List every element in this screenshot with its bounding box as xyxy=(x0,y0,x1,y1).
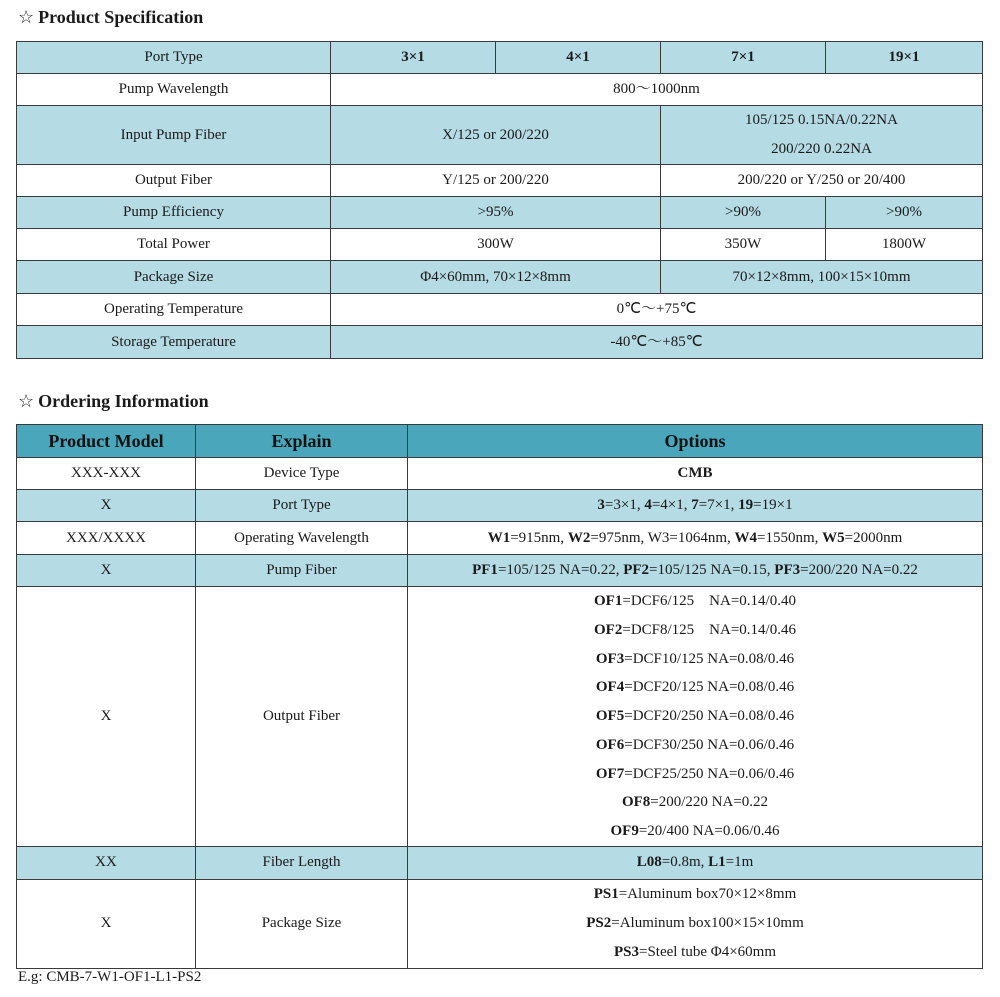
option-line: OF9=20/400 NA=0.06/0.46 xyxy=(610,823,780,839)
spec-row-pump-efficiency xyxy=(17,197,983,229)
options-text: L08=0.8m, L1=1m xyxy=(408,846,983,879)
model-code: X xyxy=(17,555,196,587)
options-text: CMB xyxy=(408,458,983,490)
spec-row-port-type xyxy=(17,42,983,74)
spec-value: >95% xyxy=(331,197,661,229)
spec-row-package-size xyxy=(17,261,983,294)
option-line: OF5=DCF20/250 NA=0.08/0.46 xyxy=(595,708,795,724)
port-type-3x1: 3×1 xyxy=(331,42,496,74)
spec-value: >90% xyxy=(826,197,983,229)
spec-value: X/125 or 200/220 xyxy=(331,106,661,165)
star-icon: ☆ xyxy=(18,7,35,27)
spec-value: 350W xyxy=(661,229,826,261)
spec-label: Port Type xyxy=(17,42,331,74)
option-line: OF7=DCF25/250 NA=0.06/0.46 xyxy=(595,765,795,782)
order-row-operating-wavelength xyxy=(17,522,983,555)
star-icon: ☆ xyxy=(18,391,35,411)
spec-row-pump-wavelength xyxy=(17,74,983,106)
option-line: OF1=DCF6/125 NA=0.14/0.40 xyxy=(594,593,796,609)
option-line: OF2=DCF8/125 NA=0.14/0.46 xyxy=(594,621,796,638)
spec-value: 200/220 or Y/250 or 20/400 xyxy=(661,165,983,197)
spec-label: Storage Temperature xyxy=(17,326,331,359)
spec-label: Pump Efficiency xyxy=(17,197,331,229)
options-list xyxy=(408,587,983,847)
example-code: E.g: CMB-7-W1-OF1-L1-PS2 xyxy=(18,969,202,985)
port-type-19x1: 19×1 xyxy=(826,42,983,74)
spec-row-input-pump-fiber xyxy=(17,106,983,165)
spec-label: Package Size xyxy=(17,261,331,294)
options-text: W1=915nm, W2=975nm, W3=1064nm, W4=1550nm, W5=2000nm xyxy=(408,522,983,555)
explain-text: Operating Wavelength xyxy=(196,522,408,555)
option-line: OF4=DCF20/125 NA=0.08/0.46 xyxy=(595,679,795,696)
port-type-7x1: 7×1 xyxy=(661,42,826,74)
spec-value: 800～1000nm xyxy=(331,74,983,106)
spec-label: Input Pump Fiber xyxy=(17,106,331,165)
spec-value: 70×12×8mm, 100×15×10mm xyxy=(661,261,983,294)
options-list xyxy=(408,879,983,968)
option-line: PS2=Aluminum box100×15×10mm xyxy=(586,915,804,932)
order-title-text: Ordering Information xyxy=(38,391,209,411)
order-row-output-fiber xyxy=(17,587,983,847)
order-header-row xyxy=(17,425,983,458)
spec-label: Total Power xyxy=(17,229,331,261)
spec-title-text: Product Specification xyxy=(38,7,204,27)
option-line: OF6=DCF30/250 NA=0.06/0.46 xyxy=(595,736,795,753)
explain-text: Pump Fiber xyxy=(196,555,408,587)
spec-label: Output Fiber xyxy=(17,165,331,197)
header-explain: Explain xyxy=(196,425,408,458)
option-line: PS1=Aluminum box70×12×8mm xyxy=(593,885,797,902)
header-options: Options xyxy=(408,425,983,458)
options-text: 3=3×1, 4=4×1, 7=7×1, 19=19×1 xyxy=(408,490,983,522)
order-row-fiber-length xyxy=(17,846,983,879)
spec-table xyxy=(16,41,983,359)
explain-text: Output Fiber xyxy=(196,587,408,847)
model-code: X xyxy=(17,879,196,968)
order-row-device-type xyxy=(17,458,983,490)
spec-value: Y/125 or 200/220 xyxy=(331,165,661,197)
spec-value: Φ4×60mm, 70×12×8mm xyxy=(331,261,661,294)
spec-value: 0℃～+75℃ xyxy=(331,294,983,326)
explain-text: Fiber Length xyxy=(196,846,408,879)
spec-row-storage-temperature xyxy=(17,326,983,359)
option-line: PS3=Steel tube Φ4×60mm xyxy=(613,944,777,961)
spec-row-output-fiber xyxy=(17,165,983,197)
spec-value-line: 200/220 0.22NA xyxy=(771,141,872,157)
model-code: XXX-XXX xyxy=(17,458,196,490)
spec-value: 300W xyxy=(331,229,661,261)
order-row-package-size xyxy=(17,879,983,968)
order-table xyxy=(16,424,983,969)
order-section-title xyxy=(18,391,209,412)
model-code: XX xyxy=(17,846,196,879)
spec-value-multiline xyxy=(661,106,983,165)
option-line: OF3=DCF10/125 NA=0.08/0.46 xyxy=(595,650,795,667)
spec-value: -40℃～+85℃ xyxy=(331,326,983,359)
spec-value: 1800W xyxy=(826,229,983,261)
option-line: OF8=200/220 NA=0.22 xyxy=(621,794,769,811)
explain-text: Port Type xyxy=(196,490,408,522)
header-product-model: Product Model xyxy=(17,425,196,458)
spec-value-line: 105/125 0.15NA/0.22NA xyxy=(745,112,898,128)
model-code: X xyxy=(17,490,196,522)
model-code: XXX/XXXX xyxy=(17,522,196,555)
port-type-4x1: 4×1 xyxy=(496,42,661,74)
model-code: X xyxy=(17,587,196,847)
spec-value: >90% xyxy=(661,197,826,229)
spec-row-total-power xyxy=(17,229,983,261)
spec-row-operating-temperature xyxy=(17,294,983,326)
explain-text: Device Type xyxy=(196,458,408,490)
explain-text: Package Size xyxy=(196,879,408,968)
spec-label: Pump Wavelength xyxy=(17,74,331,106)
order-row-pump-fiber xyxy=(17,555,983,587)
order-row-port-type xyxy=(17,490,983,522)
options-text: PF1=105/125 NA=0.22, PF2=105/125 NA=0.15, PF3=200/220 NA=0.22 xyxy=(408,555,983,587)
spec-label: Operating Temperature xyxy=(17,294,331,326)
spec-section-title xyxy=(18,7,203,28)
